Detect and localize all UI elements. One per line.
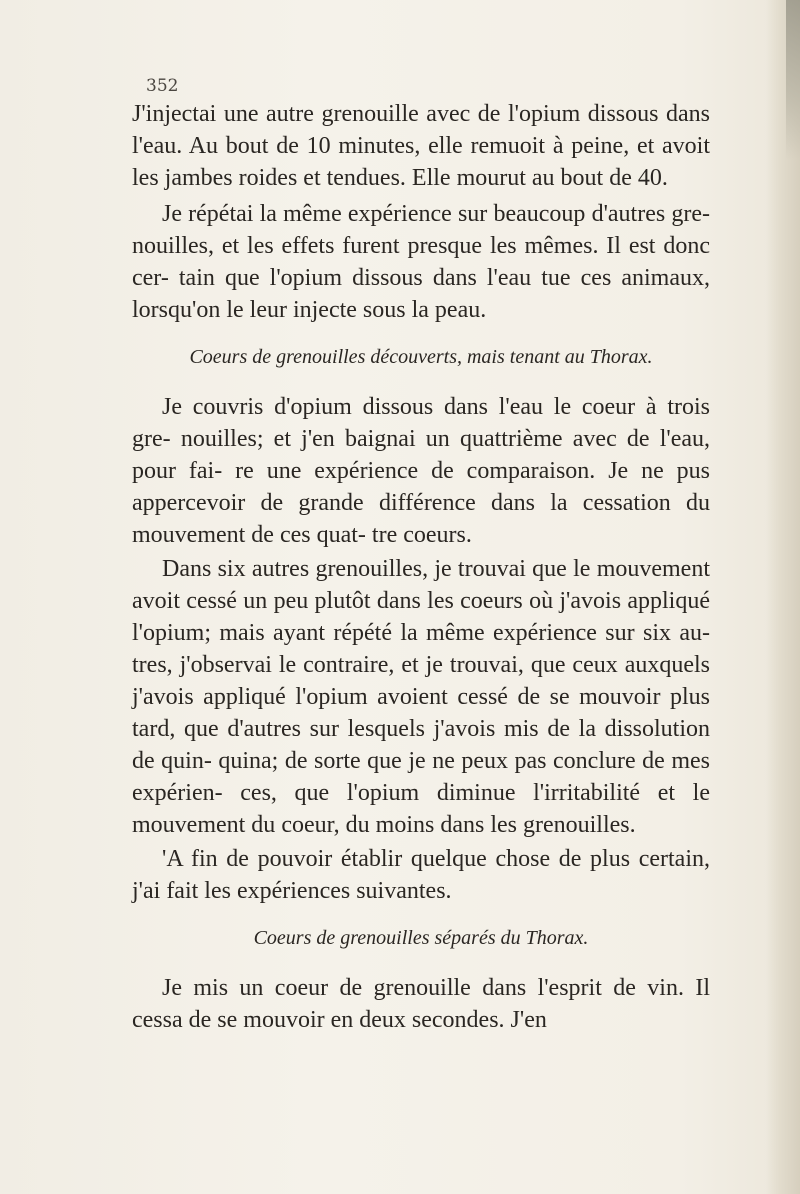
paragraph	[132, 198, 710, 326]
paragraph	[132, 391, 710, 551]
text-line: le leur injecte sous la peau.	[226, 297, 487, 323]
page-number: 352	[146, 76, 179, 96]
text-block	[132, 98, 710, 1036]
paragraph	[132, 843, 710, 907]
text-line: tain que l'opium dissous dans l'eau tue ces animaux, lorsqu'on	[132, 265, 710, 323]
text-line: Dans six autres grenouilles, je trouvai que le mouvement	[162, 556, 710, 582]
text-line: nouilles, et les effets furent presque les mêmes. Il est donc cer-	[132, 233, 710, 291]
text-line: avoit cessé un peu plutôt dans les coeurs où j'avois appliqué	[132, 588, 710, 614]
text-line: que d'autres sur lesquels j'avois mis de la dissolution de quin-	[132, 716, 711, 774]
text-line: j'avois appliqué l'opium avoient cessé de se mouvoir plus tard,	[132, 684, 710, 742]
section-heading: Coeurs de grenouilles séparés du Thorax.	[253, 927, 589, 949]
text-line: grande différence dans la cessation du mouvement de ces quat-	[132, 490, 711, 548]
text-line: tre coeurs.	[371, 522, 472, 548]
text-line: Je mis un coeur de grenouille dans l'esprit de vin. Il	[162, 975, 710, 1001]
text-line: cessa de se mouvoir en deux secondes. J'en	[132, 1007, 547, 1033]
text-line: re une expérience de comparaison. Je ne pus appercevoir de	[132, 458, 711, 516]
paragraph	[132, 972, 710, 1036]
text-line: 'A fin de pouvoir établir quelque chose de plus certain,	[162, 846, 710, 872]
text-line: Je répétai la même expérience sur beaucoup d'autres gre-	[162, 201, 710, 227]
paragraph	[132, 98, 710, 194]
section-heading: Coeurs de grenouilles découverts, mais tenant au Thorax.	[189, 346, 653, 368]
page-edge-shadow	[786, 0, 800, 160]
text-line: Je couvris d'opium dissous dans l'eau le coeur à trois gre-	[132, 394, 710, 452]
text-line: quina; de sorte que je ne peux pas conclure de mes expérien-	[132, 748, 710, 806]
text-line: l'opium; mais ayant répété la même expérience sur six au-	[132, 620, 710, 646]
text-line: coeur, du moins dans les grenouilles.	[281, 812, 636, 838]
text-line: ces, que l'opium diminue l'irritabilité et le mouvement du	[132, 780, 711, 838]
page-edge	[766, 0, 800, 1194]
text-line: les jambes roides et tendues. Elle mourut au bout de 40.	[132, 165, 668, 191]
text-line: l'eau. Au bout de 10 minutes, elle remuoit à peine, et avoit	[132, 133, 710, 159]
text-line: j'ai fait les expériences suivantes.	[132, 878, 452, 904]
text-line: nouilles; et j'en baignai un quattrième avec de l'eau, pour fai-	[132, 426, 711, 484]
text-line: tres, j'observai le contraire, et je trouvai, que ceux auxquels	[132, 652, 710, 678]
paragraph	[132, 553, 710, 841]
text-line: J'injectai une autre grenouille avec de l'opium dissous dans	[132, 101, 710, 127]
